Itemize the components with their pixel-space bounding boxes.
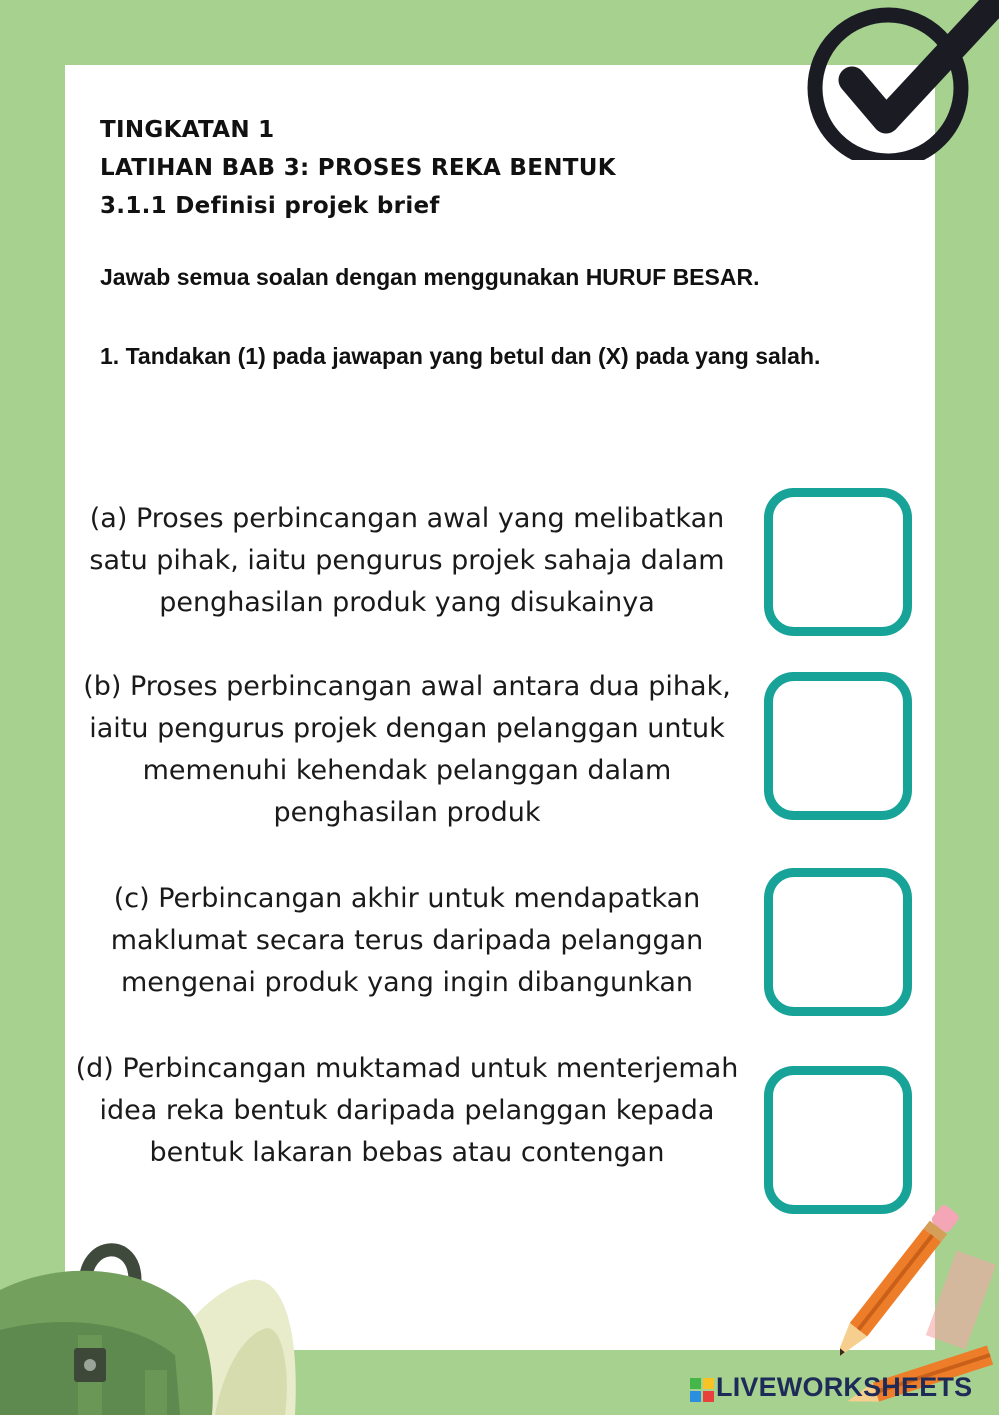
statement-c: (c) Perbincangan akhir untuk mendapatkan maklumat secara terus daripada pelanggan mengenai produk yang ingin dibangunkan: [110, 883, 704, 998]
question-text: 1. Tandakan (1) pada jawapan yang betul dan (X) pada yang salah.: [100, 343, 821, 369]
answer-box-c[interactable]: [764, 868, 912, 1016]
check-mark-icon: [800, 0, 999, 160]
backpack-icon: [0, 1220, 300, 1415]
liveworksheets-logo-icon: [690, 1378, 714, 1402]
answer-box-b[interactable]: [764, 672, 912, 820]
instruction-text: Jawab semua soalan dengan menggunakan HURUF BESAR.: [100, 264, 760, 290]
level-title: TINGKATAN 1: [100, 117, 275, 143]
chapter-title: LATIHAN BAB 3: PROSES REKA BENTUK: [100, 155, 616, 181]
statement-d: (d) Perbincangan muktamad untuk menterjemah idea reka bentuk daripada pelanggan kepada bentuk lakaran bebas atau contengan: [75, 1053, 739, 1168]
worksheet-header: [100, 115, 616, 229]
answer-box-d[interactable]: [764, 1066, 912, 1214]
topic-title: 3.1.1 Definisi projek brief: [100, 193, 440, 219]
answer-box-a[interactable]: [764, 488, 912, 636]
brand-name: LIVEWORKSHEETS: [716, 1372, 973, 1402]
statement-a: (a) Proses perbincangan awal yang melibatkan satu pihak, iaitu pengurus projek sahaja dalam penghasilan produk yang disukainya: [89, 503, 725, 618]
statement-b: (b) Proses perbincangan awal antara dua pihak, iaitu pengurus projek dengan pelanggan untuk memenuhi kehendak pelanggan dalam penghasilan produk: [83, 671, 731, 828]
